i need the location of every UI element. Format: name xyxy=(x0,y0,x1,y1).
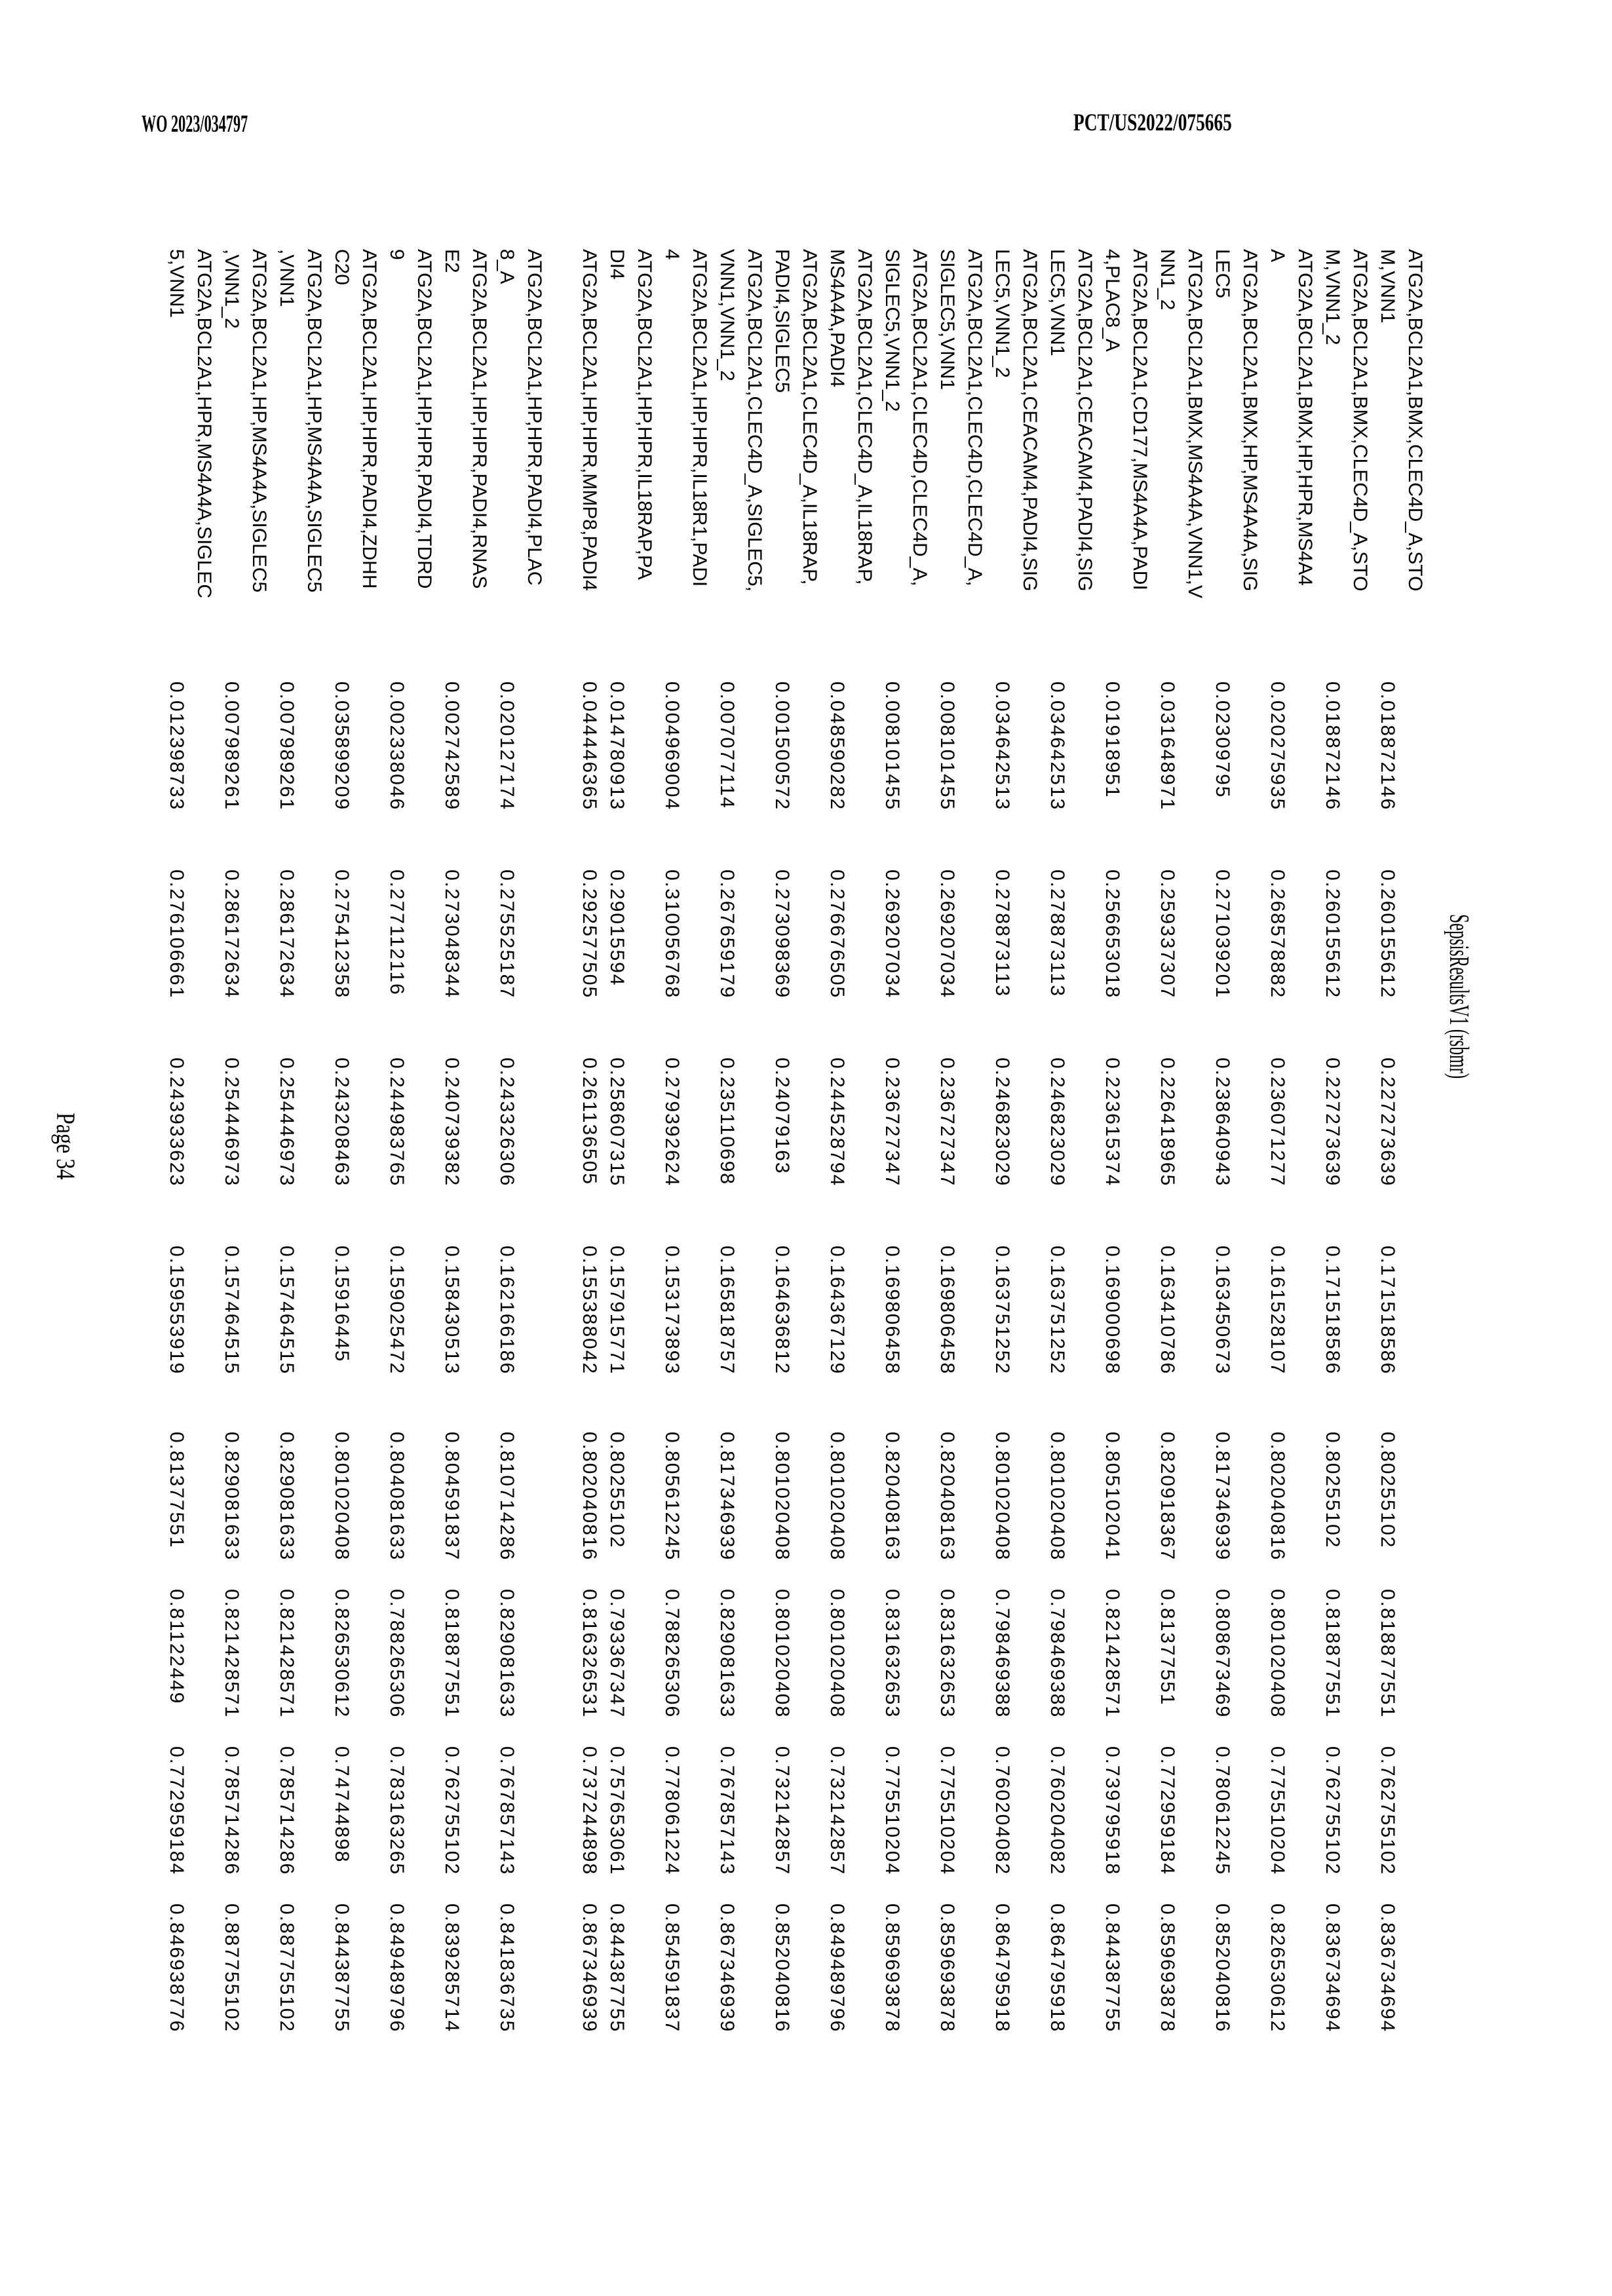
value-cell: 0.844387755 xyxy=(1102,1904,1123,2033)
value-cell: 0.839285714 xyxy=(441,1904,463,2033)
value-cell: 0.161528107 xyxy=(1267,1246,1288,1375)
value-cell: 0.002742589 xyxy=(441,681,463,811)
value-cell: 0.802040816 xyxy=(1267,1432,1288,1561)
value-cell: 0.008101455 xyxy=(881,681,903,811)
row-label-line2: LEC5 xyxy=(1212,249,1233,299)
value-cell: 0.169000698 xyxy=(1102,1246,1123,1375)
table-row xyxy=(548,249,603,2280)
row-values xyxy=(273,249,300,2280)
value-cell: 0.772959184 xyxy=(166,1746,187,1876)
row-label-line1: ATG2A,BCL2A1,HP,HPR,PADI4,PLAC xyxy=(524,249,545,586)
table-row xyxy=(878,249,933,2280)
value-cell: 0.81122449 xyxy=(166,1589,187,1705)
row-label-line2: SIGLEC5,VNN1 xyxy=(936,249,958,391)
value-cell: 0.801020408 xyxy=(771,1589,793,1719)
value-cell: 0.732142857 xyxy=(826,1746,848,1876)
row-values xyxy=(1153,249,1181,2280)
value-cell: 0.801020408 xyxy=(1046,1432,1068,1561)
value-cell: 0.018872146 xyxy=(1322,681,1343,811)
value-cell: 0.780612245 xyxy=(1212,1746,1233,1876)
row-label-line2: C20 xyxy=(331,249,353,286)
value-cell: 0.235110698 xyxy=(716,1058,738,1185)
value-cell: 0.854591837 xyxy=(661,1904,683,2033)
value-cell: 0.243326306 xyxy=(496,1058,518,1187)
row-label-line2: M,VNN1_2 xyxy=(1322,249,1343,345)
row-label-line2: M,VNN1 xyxy=(1377,249,1398,324)
value-cell: 0.836734694 xyxy=(1377,1904,1398,2033)
row-label-line2: 4 xyxy=(661,249,683,260)
value-cell: 0.767857143 xyxy=(496,1746,518,1876)
row-values xyxy=(493,249,520,2280)
value-cell: 0.849489796 xyxy=(826,1904,848,2033)
row-values xyxy=(878,249,906,2280)
value-cell: 0.159025472 xyxy=(386,1246,408,1375)
row-label-line2: 8_A xyxy=(496,249,518,284)
row-label-line1: ATG2A,BCL2A1,HP,HPR,IL18R1,PADI xyxy=(689,249,710,587)
value-cell: 0.793367347 xyxy=(606,1589,628,1719)
value-cell: 0.820408163 xyxy=(936,1432,958,1561)
value-cell: 0.24079163 xyxy=(771,1058,793,1175)
value-cell: 0.236727347 xyxy=(936,1058,958,1187)
table-row xyxy=(823,249,878,2280)
row-label-line2: VNN1,VNN1_2 xyxy=(716,249,738,381)
value-cell: 0.859693878 xyxy=(1157,1904,1178,2033)
value-cell: 0.275525187 xyxy=(496,870,518,999)
value-cell: 0.867346939 xyxy=(716,1904,738,2033)
row-label-line1: ATG2A,BCL2A1,CLEC4D_A,IL18RAP, xyxy=(854,249,875,585)
row-values xyxy=(438,249,465,2280)
row-label-line1: ATG2A,BCL2A1,CLEC4D,CLEC4D_A, xyxy=(964,249,986,586)
table-row xyxy=(383,249,438,2280)
table-row xyxy=(603,249,658,2280)
value-cell: 0.801020408 xyxy=(331,1432,353,1561)
value-cell: 0.012398733 xyxy=(166,681,187,811)
value-cell: 0.269207034 xyxy=(881,870,903,999)
table-row xyxy=(988,249,1043,2280)
table-row xyxy=(218,249,273,2280)
row-label-line1: ATG2A,BCL2A1,HP,HPR,IL18RAP,PA xyxy=(634,249,655,580)
row-label-line1: ATG2A,BCL2A1,HP,HPR,PADI4,ZDHH xyxy=(358,249,380,589)
row-label-line1: ATG2A,BCL2A1,CLEC4D_A,IL18RAP, xyxy=(799,249,820,585)
row-values xyxy=(383,249,410,2280)
value-cell: 0.788265306 xyxy=(661,1589,683,1719)
value-cell: 0.226418965 xyxy=(1157,1058,1178,1187)
value-cell: 0.801020408 xyxy=(826,1432,848,1561)
value-cell: 0.286172634 xyxy=(276,870,297,999)
value-cell: 0.269207034 xyxy=(936,870,958,999)
row-values xyxy=(658,249,685,2280)
table-row xyxy=(328,249,383,2280)
value-cell: 0.760204082 xyxy=(991,1746,1013,1876)
value-cell: 0.227273639 xyxy=(1322,1058,1343,1187)
value-cell: 0.849489796 xyxy=(386,1904,408,2033)
value-cell: 0.034642513 xyxy=(991,681,1013,811)
value-cell: 0.801020408 xyxy=(771,1432,793,1561)
row-values xyxy=(823,249,851,2280)
value-cell: 0.767857143 xyxy=(716,1746,738,1876)
value-cell: 0.775510204 xyxy=(1267,1746,1288,1876)
value-cell: 0.844387755 xyxy=(606,1904,628,2033)
row-label-line2: ,VNN1_2 xyxy=(221,249,242,329)
row-values xyxy=(1098,249,1126,2280)
table-row xyxy=(1043,249,1098,2280)
value-cell: 0.829081633 xyxy=(276,1432,297,1561)
value-cell: 0.785714286 xyxy=(221,1746,242,1876)
row-label-line1: ATG2A,BCL2A1,BMX,CLEC4D_A,STO xyxy=(1404,249,1426,592)
value-cell: 0.80255102 xyxy=(606,1432,628,1549)
value-cell: 0.246823029 xyxy=(1046,1058,1068,1187)
value-cell: 0.018872146 xyxy=(1377,681,1398,811)
value-cell: 0.852040816 xyxy=(771,1904,793,2033)
value-cell: 0.818877551 xyxy=(441,1589,463,1719)
value-cell: 0.841836735 xyxy=(496,1904,518,2033)
row-label-line2: PADI4,SIGLEC5 xyxy=(771,249,793,393)
row-label-line2: SIGLEC5,VNN1_2 xyxy=(881,249,903,412)
value-cell: 0.798469388 xyxy=(991,1589,1013,1719)
value-cell: 0.008101455 xyxy=(936,681,958,811)
row-values xyxy=(328,249,355,2280)
value-cell: 0.044446365 xyxy=(579,681,600,811)
row-label-line1: ATG2A,BCL2A1,HP,HPR,PADI4,RNAS xyxy=(469,249,490,589)
value-cell: 0.223615374 xyxy=(1102,1058,1123,1187)
value-cell: 0.153173893 xyxy=(661,1246,683,1375)
value-cell: 0.162166186 xyxy=(496,1246,518,1375)
value-cell: 0.020275935 xyxy=(1267,681,1288,811)
value-cell: 0.246823029 xyxy=(991,1058,1013,1187)
table-row xyxy=(163,249,218,2280)
value-cell: 0.171518586 xyxy=(1377,1246,1398,1375)
value-cell: 0.259337307 xyxy=(1157,870,1178,999)
value-cell: 0.158430513 xyxy=(441,1246,463,1375)
value-cell: 0.804591837 xyxy=(441,1432,463,1561)
value-cell: 0.826530612 xyxy=(331,1589,353,1719)
value-cell: 0.757653061 xyxy=(606,1746,628,1876)
table-row xyxy=(273,249,328,2280)
value-cell: 0.821428571 xyxy=(221,1589,242,1719)
value-cell: 0.007989261 xyxy=(221,681,242,811)
value-cell: 0.887755102 xyxy=(221,1904,242,2033)
table-row xyxy=(1208,249,1263,2280)
value-cell: 0.310056768 xyxy=(661,870,683,999)
row-label-line1: ATG2A,BCL2A1,CLEC4D_A,SIGLEC5, xyxy=(744,249,765,592)
row-label-line1: ATG2A,BCL2A1,BMX,CLEC4D_A,STO xyxy=(1349,249,1371,592)
row-label-line2 xyxy=(548,249,575,655)
row-label-line2: LEC5,VNN1_2 xyxy=(991,249,1013,378)
value-cell: 0.165818757 xyxy=(716,1246,738,1375)
value-cell: 0.739795918 xyxy=(1102,1746,1123,1876)
value-cell: 0.80255102 xyxy=(1322,1432,1343,1549)
value-cell: 0.836734694 xyxy=(1322,1904,1343,2033)
value-cell: 0.798469388 xyxy=(1046,1589,1068,1719)
publication-number-header: WO 2023/034797 xyxy=(142,111,248,138)
row-values xyxy=(603,249,630,2280)
value-cell: 0.292577505 xyxy=(579,870,600,999)
row-label-line1: ATG2A,BCL2A1,HP,HPR,PADI4,TDRD xyxy=(413,249,435,589)
value-cell: 0.760204082 xyxy=(1046,1746,1068,1876)
value-cell: 0.238640943 xyxy=(1212,1058,1233,1187)
table-row xyxy=(1098,249,1153,2280)
value-cell: 0.816326531 xyxy=(579,1589,600,1719)
value-cell: 0.783163265 xyxy=(386,1746,408,1876)
row-label-line2: ,VNN1 xyxy=(276,249,297,307)
table-row xyxy=(1153,249,1208,2280)
row-label-line2: 5,VNN1 xyxy=(166,249,187,318)
value-cell: 0.244528794 xyxy=(826,1058,848,1187)
value-cell: 0.846938776 xyxy=(166,1904,187,2033)
value-cell: 0.29015594 xyxy=(606,870,628,987)
row-values xyxy=(218,249,245,2280)
row-values xyxy=(1043,249,1071,2280)
value-cell: 0.004969004 xyxy=(661,681,683,811)
value-cell: 0.732142857 xyxy=(771,1746,793,1876)
table-row xyxy=(713,249,768,2280)
value-cell: 0.831632653 xyxy=(936,1589,958,1719)
row-label-line2: 4,PLAC8_A xyxy=(1102,249,1123,352)
value-cell: 0.007077114 xyxy=(716,681,738,809)
table-row xyxy=(1318,249,1373,2280)
value-cell: 0.81377551 xyxy=(1157,1589,1178,1706)
value-cell: 0.236071277 xyxy=(1267,1058,1288,1187)
value-cell: 0.817346939 xyxy=(716,1432,738,1561)
value-cell: 0.81377551 xyxy=(166,1432,187,1549)
value-cell: 0.020127174 xyxy=(496,681,518,811)
value-cell: 0.80255102 xyxy=(1377,1432,1398,1549)
row-label-line2: MS4A4A,PADI4 xyxy=(826,249,848,388)
value-cell: 0.801020408 xyxy=(826,1589,848,1719)
value-cell: 0.74744898 xyxy=(331,1746,353,1864)
row-values xyxy=(1318,249,1346,2280)
value-cell: 0.007989261 xyxy=(276,681,297,811)
value-cell: 0.801020408 xyxy=(991,1432,1013,1561)
value-cell: 0.171518586 xyxy=(1322,1246,1343,1375)
value-cell: 0.159553919 xyxy=(166,1246,187,1375)
value-cell: 0.820408163 xyxy=(881,1432,903,1561)
row-values xyxy=(1208,249,1236,2280)
value-cell: 0.164636812 xyxy=(771,1246,793,1375)
value-cell: 0.820918367 xyxy=(1157,1432,1178,1561)
value-cell: 0.821428571 xyxy=(1102,1589,1123,1719)
value-cell: 0.785714286 xyxy=(276,1746,297,1876)
row-label-line2: E2 xyxy=(441,249,463,273)
value-cell: 0.001500572 xyxy=(771,681,793,811)
value-cell: 0.254446973 xyxy=(276,1058,297,1187)
value-cell: 0.279392624 xyxy=(661,1058,683,1187)
row-values xyxy=(713,249,740,2280)
value-cell: 0.762755102 xyxy=(1377,1746,1398,1876)
value-cell: 0.035899209 xyxy=(331,681,353,811)
value-cell: 0.802040816 xyxy=(579,1432,600,1561)
value-cell: 0.818877551 xyxy=(1377,1589,1398,1719)
value-cell: 0.762755102 xyxy=(441,1746,463,1876)
value-cell: 0.278873113 xyxy=(991,870,1013,997)
value-cell: 0.276106661 xyxy=(166,870,187,999)
value-cell: 0.244983765 xyxy=(386,1058,408,1187)
value-cell: 0.163450673 xyxy=(1212,1246,1233,1375)
value-cell: 0.258607315 xyxy=(606,1058,628,1187)
row-values xyxy=(1263,249,1291,2280)
row-label-line1: ATG2A,BCL2A1,HPR,MS4A4A,SIGLEC xyxy=(193,249,215,598)
value-cell: 0.157464515 xyxy=(276,1246,297,1375)
value-cell: 0.864795918 xyxy=(991,1904,1013,2033)
page-number: Page 34 xyxy=(51,1113,81,1180)
value-cell: 0.02309795 xyxy=(1212,681,1233,799)
value-cell: 0.805612245 xyxy=(661,1432,683,1561)
value-cell: 0.829081633 xyxy=(716,1589,738,1719)
value-cell: 0.278873113 xyxy=(1046,870,1068,997)
row-label-line2: LEC5,VNN1 xyxy=(1046,249,1068,356)
value-cell: 0.778061224 xyxy=(661,1746,683,1876)
row-values xyxy=(1373,249,1401,2280)
row-label-line1: ATG2A,BCL2A1,CD177,MS4A4A,PADI xyxy=(1129,249,1151,590)
value-cell: 0.155388042 xyxy=(579,1246,600,1375)
value-cell: 0.227273639 xyxy=(1377,1058,1398,1187)
value-cell: 0.169806458 xyxy=(936,1246,958,1375)
row-label-line1: ATG2A,BCL2A1,HP,HPR,MMP8,PADI4 xyxy=(579,249,600,591)
value-cell: 0.859693878 xyxy=(936,1904,958,2033)
row-label-line1: ATG2A,BCL2A1,CEACAM4,PADI4,SIG xyxy=(1074,249,1096,592)
value-cell: 0.163751252 xyxy=(991,1246,1013,1375)
row-label-line2: 9 xyxy=(386,249,408,260)
row-label-line1: ATG2A,BCL2A1,BMX,HP,MS4A4A,SIG xyxy=(1239,249,1261,592)
value-cell: 0.844387755 xyxy=(331,1904,353,2033)
row-label-line1: ATG2A,BCL2A1,BMX,HP,HPR,MS4A4 xyxy=(1294,249,1316,586)
value-cell: 0.031648971 xyxy=(1157,681,1178,811)
value-cell: 0.163410786 xyxy=(1157,1246,1178,1375)
value-cell: 0.737244898 xyxy=(579,1746,600,1876)
value-cell: 0.273048344 xyxy=(441,870,463,999)
value-cell: 0.164367129 xyxy=(826,1246,848,1375)
value-cell: 0.236727347 xyxy=(881,1058,903,1187)
value-cell: 0.772959184 xyxy=(1157,1746,1178,1876)
value-cell: 0.808673469 xyxy=(1212,1589,1233,1719)
value-cell: 0.887755102 xyxy=(276,1904,297,2033)
value-cell: 0.163751252 xyxy=(1046,1246,1068,1375)
value-cell: 0.788265306 xyxy=(386,1589,408,1719)
value-cell: 0.268578882 xyxy=(1267,870,1288,999)
value-cell: 0.277112116 xyxy=(386,870,408,996)
value-cell: 0.775510204 xyxy=(881,1746,903,1876)
row-label-line1: ATG2A,BCL2A1,HP,MS4A4A,SIGLEC5 xyxy=(303,249,325,593)
value-cell: 0.804081633 xyxy=(386,1432,408,1561)
value-cell: 0.762755102 xyxy=(1322,1746,1343,1876)
row-label-line2: A xyxy=(1267,249,1288,263)
table-row xyxy=(438,249,493,2280)
value-cell: 0.826530612 xyxy=(1267,1904,1288,2033)
value-cell: 0.267659179 xyxy=(716,870,738,999)
value-cell: 0.271039201 xyxy=(1212,870,1233,999)
table-row xyxy=(658,249,713,2280)
value-cell: 0.034642513 xyxy=(1046,681,1068,811)
value-cell: 0.821428571 xyxy=(276,1589,297,1719)
value-cell: 0.243933623 xyxy=(166,1058,187,1187)
value-cell: 0.273098369 xyxy=(771,870,793,999)
value-cell: 0.01918951 xyxy=(1102,681,1123,799)
value-cell: 0.15916445 xyxy=(331,1246,353,1363)
results-table xyxy=(163,249,1429,2280)
value-cell: 0.831632653 xyxy=(881,1589,903,1719)
table-row xyxy=(933,249,988,2280)
value-cell: 0.829081633 xyxy=(496,1589,518,1719)
value-cell: 0.048590282 xyxy=(826,681,848,811)
row-values xyxy=(768,249,796,2280)
row-label-line1: ATG2A,BCL2A1,HP,MS4A4A,SIGLEC5 xyxy=(248,249,270,593)
table-row xyxy=(768,249,823,2280)
value-cell: 0.260155612 xyxy=(1322,870,1343,999)
table-row xyxy=(493,249,548,2280)
value-cell: 0.240739382 xyxy=(441,1058,463,1187)
value-cell: 0.260155612 xyxy=(1377,870,1398,999)
value-cell: 0.805102041 xyxy=(1102,1432,1123,1561)
row-values xyxy=(933,249,961,2280)
value-cell: 0.801020408 xyxy=(1267,1589,1288,1719)
row-values xyxy=(575,249,603,2280)
value-cell: 0.256653018 xyxy=(1102,870,1123,999)
value-cell: 0.817346939 xyxy=(1212,1432,1233,1561)
value-cell: 0.286172634 xyxy=(221,870,242,999)
value-cell: 0.852040816 xyxy=(1212,1904,1233,2033)
value-cell: 0.254446973 xyxy=(221,1058,242,1187)
table-row xyxy=(1373,249,1429,2280)
value-cell: 0.775510204 xyxy=(936,1746,958,1876)
row-label-line2: DI4 xyxy=(606,249,628,280)
value-cell: 0.275412358 xyxy=(331,870,353,999)
page-title: SepsisResultsV1 (rsbmr) xyxy=(1444,914,1474,1079)
value-cell: 0.261136505 xyxy=(579,1058,600,1185)
value-cell: 0.829081633 xyxy=(221,1432,242,1561)
application-number-header: PCT/US2022/075665 xyxy=(1073,109,1232,136)
value-cell: 0.157915771 xyxy=(606,1246,628,1375)
value-cell: 0.810714286 xyxy=(496,1432,518,1561)
row-values xyxy=(988,249,1016,2280)
row-label-line2: NN1_2 xyxy=(1157,249,1178,311)
value-cell: 0.169806458 xyxy=(881,1246,903,1375)
value-cell: 0.157464515 xyxy=(221,1246,242,1375)
value-cell: 0.243208463 xyxy=(331,1058,353,1187)
value-cell: 0.818877551 xyxy=(1322,1589,1343,1719)
row-values xyxy=(163,249,190,2280)
row-label-line1: ATG2A,BCL2A1,CLEC4D,CLEC4D_A, xyxy=(909,249,931,586)
value-cell: 0.276676505 xyxy=(826,870,848,999)
row-label-line1: ATG2A,BCL2A1,CEACAM4,PADI4,SIG xyxy=(1019,249,1041,592)
value-cell: 0.002338046 xyxy=(386,681,408,811)
value-cell: 0.867346939 xyxy=(579,1904,600,2033)
row-label-line1: ATG2A,BCL2A1,BMX,MS4A4A,VNN1,V xyxy=(1184,249,1206,598)
value-cell: 0.014780913 xyxy=(606,681,628,811)
value-cell: 0.859693878 xyxy=(881,1904,903,2033)
table-row xyxy=(1263,249,1318,2280)
value-cell: 0.864795918 xyxy=(1046,1904,1068,2033)
